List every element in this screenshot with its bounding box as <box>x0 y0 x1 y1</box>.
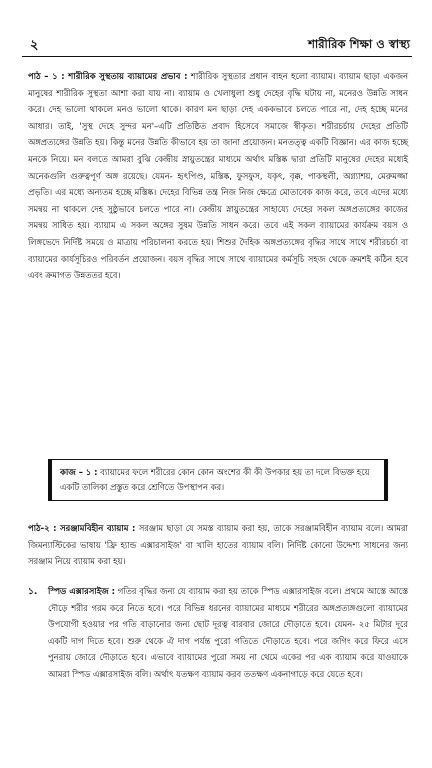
lesson1-text: শারীরিক সুস্থতার প্রধান বাহন হলো ব্যায়াম। ব্যায়াম ছাড়া একজন মানুষের শারীরিক সুস্থতা আশা করা যায় না। ব্যায়াম ও খেলাধুলা শুধু দেহের বৃদ্ধি ঘটায় না, মনেরও উন্নতি সাধন করে। দেহ ভালো থাকলে মনও ভালো থাকে। কারণ মন ছাড়া দেহ এককভাবে চলতে পারে না, দেহ হচ্ছে মনের আধার। তাই, 'সুস্থ দেহে সুন্দর মন'–এটি প্রতিষ্ঠিত প্রবাদ হিসেবে সমাজে স্বীকৃত। শরীরচর্চায় দেহের প্রতিটি অঙ্গপ্রত্যঙ্গের উন্নতি হয়। কিন্তু মনের উন্নতি কীভাবে হয় তা জানা প্রয়োজন। মনতত্ত্ব একটি বিজ্ঞান। এর কাজ হচ্ছে মনকে নিয়ে। মন বলতে আমরা বুঝি কেন্দ্রীয় স্নায়ুতন্ত্রের মাধ্যমে অর্থাৎ মস্তিষ্ক দ্বারা প্রতিটি মানুষের দেহের মধ্যেই অনেকগুলি গুরুত্বপূর্ণ অঙ্গ রয়েছে। যেমন- হৃৎপিণ্ড, মস্তিষ্ক, ফুসফুস, যকৃৎ, বৃক্ক, পাকস্থলী, অগ্ন্যাশয়, মেরুমজ্জা প্রভৃতি। এর মধ্যে অন্যতম হচ্ছে মস্তিষ্ক। দেহের বিভিন্ন তন্ত্র নিজ নিজ ক্ষেত্রে মোতাবেক কাজ করে, তবে এদের মধ্যে সমন্বয় না থাকলে দেহ সুষ্ঠুভাবে চলতে পারে না। কেন্দ্রীয় স্নায়ুতন্ত্রের সাহায্যে দেহের সকল অঙ্গপ্রত্যঙ্গের কাজের সমন্বয় সাধিত হয়। ব্যায়াম এ সকল অঙ্গের সুষম উন্নতি সাধন করে। তবে এই সকল ব্যায়ামের কার্যক্রম বয়স ও লিঙ্গভেদে নির্দিষ্ট সময়ে ও মাত্রায় পরিচালনা করতে হয়। শিশুর দৈহিক অঙ্গপ্রত্যঙ্গের বৃদ্ধির সাথে সাথে শরীরচর্চা বা ব্যায়ামের কার্যসূচিরও পরিবর্তন প্রয়োজন। বয়স বৃদ্ধির সাথে সাথে ব্যায়ামের কর্মসূচি সহজ থেকে ক্রমশই কঠিন হবে এবং ক্রমাগত উন্নততর হবে। <box>28 71 408 281</box>
header-divider <box>22 56 412 57</box>
lesson2-heading: পাঠ-২ : সরঞ্জামবিহীন ব্যায়াম : <box>28 523 136 533</box>
task-label: কাজ – ১ : <box>60 467 98 477</box>
lesson1-paragraph <box>28 68 408 284</box>
lesson1-heading: পাঠ – ১ : শারীরিক সুস্থতায় ব্যায়ামের প্রভাব : <box>28 71 188 81</box>
item1-heading: স্পিড এক্সারসাইজ : <box>48 586 115 596</box>
item1-number: ১. <box>28 587 38 597</box>
lesson2-text: সরঞ্জাম ছাড়া যে সমস্ত ব্যায়াম করা হয়, তাকে সরঞ্জামবিহীন ব্যায়াম বলে। আমরা জিমন্যাস্টিকের ভাষায় 'ফ্রি হ্যান্ড এক্সারসাইজ' বা খালি হাতের ব্যায়াম বলি। নির্দিষ্ট কোনো উদ্দেশ্য সাধনের জন্য সরঞ্জাম নিয়ে ব্যায়াম করা হয়। <box>28 523 408 567</box>
item1-paragraph <box>48 583 408 683</box>
page-number: ২ <box>30 38 39 53</box>
running-header-title: শারীরিক শিক্ষা ও স্বাস্থ্য <box>308 37 410 51</box>
lesson2-paragraph <box>28 520 408 570</box>
task-box <box>48 459 388 501</box>
task-text: ব্যায়ামের ফলে শরীরের কোন কোন অংশের কী কী উপকার হয় তা দলে বিভক্ত হয়ে একটি তালিকা প্রস্তুত করে শ্রেণিতে উপস্থাপন কর। <box>60 467 370 492</box>
item1-text: গতির বৃদ্ধির জন্য যে ব্যায়াম করা হয় তাকে স্পিড এক্সারসাইজ বলে। প্রথমে আস্তে আস্তে দৌড়ে শরীর গরম করে নিতে হবে। পরে বিভিন্ন ধরনের ব্যায়ামের মাধ্যমে শরীরের অঙ্গপ্রত্যঙ্গগুলো ব্যায়ামের উপযোগী হওয়ার পর গতি বাড়ানোর জন্য ছোট দূরত্ব বারবার জোরে দৌড়াতে হবে। যেমন- ২৫ মিটার দূরে একটি দাগ দিতে হবে। শুরু থেকে ঐ দাগ পর্যন্ত পুরো গতিতে দৌড়াতে হবে। পরে জগিং করে ফিরে এসে পুনরায় জোরে দৌড়াতে হবে। এভাবে ব্যায়ামের পুরো সময় না থেমে একের পর এক ব্যায়াম করে যাওয়াকে আমরা স্পিড এক্সারসাইজ বলি। অর্থাৎ যতক্ষণ ব্যায়াম করব ততক্ষণ একনাগাড়ে করে যেতে হবে। <box>48 586 408 679</box>
